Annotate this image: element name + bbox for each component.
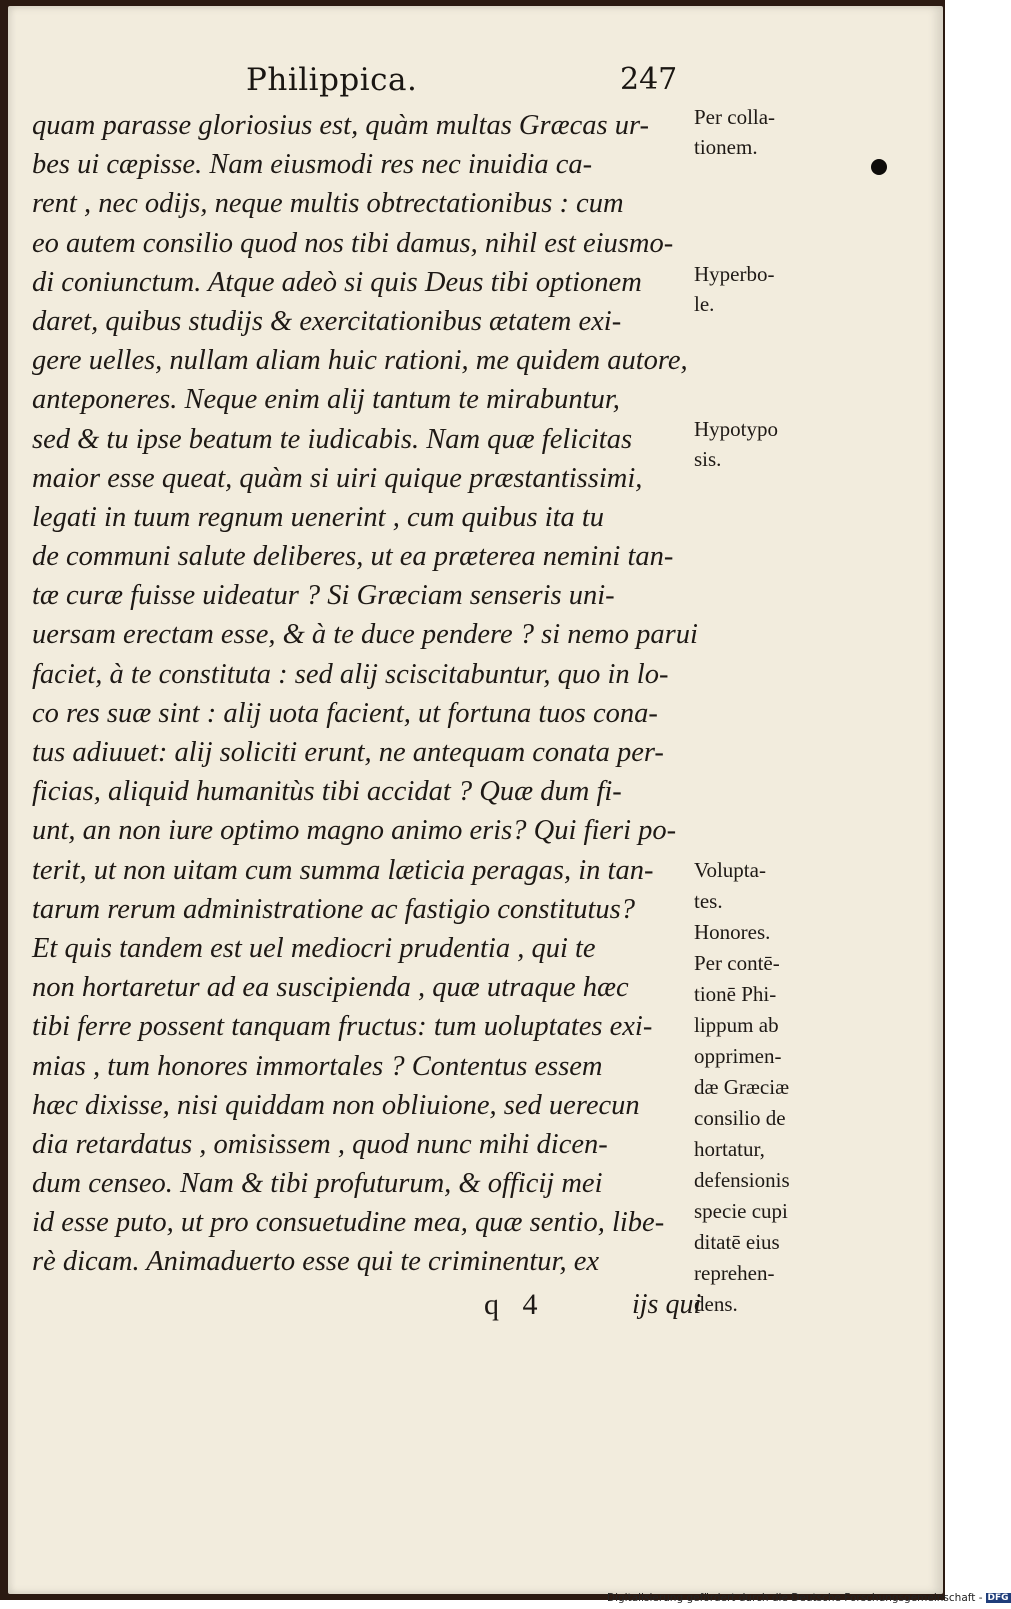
text-line: id esse puto, ut pro consuetudine mea, quæ sentio, libe- (32, 1207, 665, 1239)
text-line: daret, quibus studijs & exercitationibus ætatem exi- (32, 305, 622, 337)
note-line: Hypotypo (694, 417, 778, 441)
text-line: unt, an non iure optimo magno animo eris? Qui fieri po- (32, 815, 677, 847)
text-line: non hortaretur ad ea suscipienda , quæ utraque hæc (32, 972, 629, 1004)
text-line: quam parasse gloriosius est, quàm multas Græcas ur- (32, 110, 649, 141)
text-line: ficias, aliquid humanitùs tibi accidat ? Quæ dum fi- (32, 776, 622, 808)
note-line: lippum ab (694, 1013, 779, 1037)
text-line: de communi salute deliberes, ut ea præterea nemini tan- (32, 541, 674, 573)
text-line: tibi ferre possent tanquam fructus: tum uoluptates exi- (32, 1011, 653, 1043)
text-line: di coniunctum. Atque adeò si quis Deus tibi optionem (32, 266, 642, 298)
digitization-credit (607, 1592, 1011, 1604)
text-line: rè dicam. Animaduerto esse qui te criminentur, ex (32, 1246, 599, 1278)
text-line: hæc dixisse, nisi quiddam non obliuione, sed uerecun (32, 1089, 640, 1121)
note-line: tes. (694, 889, 723, 913)
text-line: uersam erectam esse, & à te duce pendere ? si nemo parui (32, 619, 698, 651)
note-line: dens. (694, 1292, 738, 1316)
text-line: tæ curæ fuisse uideatur ? Si Græciam senseris uni- (32, 580, 615, 612)
note-line: tionem. (694, 135, 758, 159)
marginal-note (694, 102, 775, 162)
text-line: rent , nec odijs, neque multis obtrectationibus : cum (32, 188, 624, 220)
note-line: opprimen- (694, 1044, 782, 1068)
note-line: hortatur, (694, 1137, 765, 1161)
text-line: gere uelles, nullam aliam huic rationi, me quidem autore, (32, 345, 688, 377)
text-line: legati in tuum regnum uenerint , cum quibus ita tu (32, 501, 605, 533)
marginal-note (694, 259, 774, 319)
note-line: reprehen- (694, 1261, 775, 1285)
book-page (8, 6, 943, 1594)
text-line: sed & tu ipse beatum te iudicabis. Nam quæ felicitas (32, 423, 633, 455)
text-line: mias , tum honores immortales ? Contentus essem (32, 1050, 603, 1082)
text-line: anteponeres. Neque enim alij tantum te mirabuntur, (32, 384, 620, 416)
text-line: dum censeo. Nam & tibi profuturum, & officij mei (32, 1168, 603, 1200)
dfg-logo: DFG (987, 1593, 1009, 1603)
note-line: Honores. (694, 920, 771, 944)
text-line: bes ui cæpisse. Nam eiusmodi res nec inuidia ca- (32, 149, 593, 181)
marginal-note (694, 855, 790, 1320)
text-line: eo autem consilio quod nos tibi damus, nihil est eiusmo- (32, 227, 674, 259)
text-line: Et quis tandem est uel mediocri prudentia , qui te (32, 932, 596, 964)
text-line: maior esse queat, quàm si uiri quique præstantissimi, (32, 462, 643, 494)
text-line: dia retardatus , omisissem , quod nunc mihi dicen- (32, 1128, 608, 1160)
note-line: dæ Græciæ (694, 1075, 790, 1099)
note-line: defensionis (694, 1168, 790, 1192)
note-line: Per colla- (694, 105, 776, 129)
text-line: tus adiuuet: alij soliciti erunt, ne antequam conata per- (32, 737, 664, 768)
note-line: sis. (694, 447, 722, 471)
signature-mark: q 4 (484, 1288, 546, 1321)
running-head: Philippica. (246, 62, 418, 98)
note-line: Volupta- (694, 858, 766, 882)
text-line: faciet, à te constituta : sed alij sciscitabuntur, quo in lo- (32, 658, 669, 690)
catchword: ijs qui (632, 1289, 702, 1320)
note-line: le. (694, 292, 715, 316)
page-number: 247 (620, 62, 678, 97)
note-line: consilio de (694, 1106, 786, 1130)
credit-text: Digitalisierung gefördert durch die Deutsche Forschungsgemeinschaft - (607, 1592, 983, 1604)
note-line: Hyperbo- (694, 262, 775, 286)
note-line: specie cupi (694, 1199, 788, 1223)
marginal-note (694, 414, 778, 474)
note-line: tionē Phi- (694, 982, 777, 1006)
text-line: co res suæ sint : alij uota facient, ut fortuna tuos cona- (32, 697, 658, 729)
text-line: tarum rerum administratione ac fastigio constitutus? (32, 893, 635, 925)
ink-blot (871, 159, 887, 175)
text-line: terit, ut non uitam cum summa læticia peragas, in tan- (32, 854, 654, 886)
note-line: Per contē- (694, 951, 780, 975)
body-text (32, 106, 698, 1282)
note-line: ditatē eius (694, 1230, 780, 1254)
